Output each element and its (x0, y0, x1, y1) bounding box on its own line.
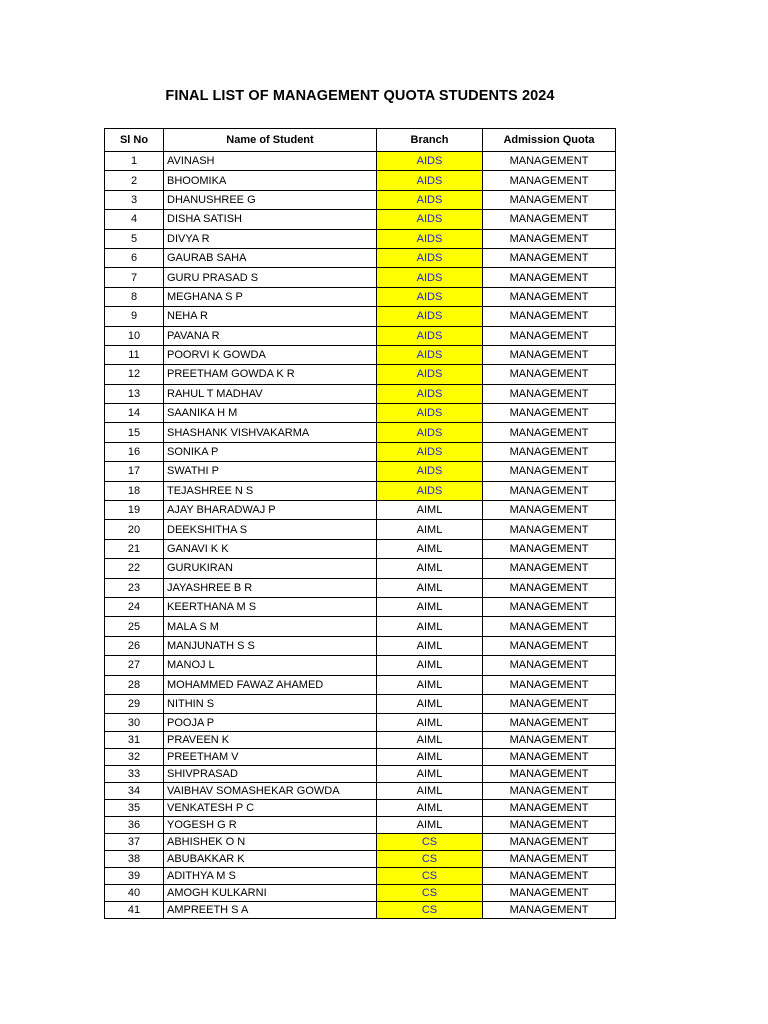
cell-sl-no: 14 (105, 404, 164, 423)
table-row (105, 766, 616, 783)
cell-sl-no: 8 (105, 287, 164, 306)
header-sl-no: Sl No (105, 129, 164, 152)
cell-sl-no: 11 (105, 345, 164, 364)
cell-admission-quota: MANAGEMENT (483, 190, 616, 209)
table-row (105, 501, 616, 520)
cell-branch: AIDS (377, 384, 483, 403)
table-row (105, 481, 616, 500)
cell-student-name: PAVANA R (164, 326, 377, 345)
cell-admission-quota: MANAGEMENT (483, 675, 616, 694)
table-row (105, 902, 616, 919)
table-row (105, 800, 616, 817)
table-row (105, 462, 616, 481)
cell-student-name: AJAY BHARADWAJ P (164, 501, 377, 520)
cell-admission-quota: MANAGEMENT (483, 766, 616, 783)
cell-student-name: GANAVI K K (164, 539, 377, 558)
table-row (105, 578, 616, 597)
cell-branch: AIML (377, 694, 483, 713)
cell-sl-no: 17 (105, 462, 164, 481)
table-row (105, 210, 616, 229)
cell-admission-quota: MANAGEMENT (483, 229, 616, 248)
header-name: Name of Student (164, 129, 377, 152)
cell-branch: AIDS (377, 404, 483, 423)
cell-branch: CS (377, 902, 483, 919)
cell-sl-no: 1 (105, 152, 164, 171)
cell-branch: AIML (377, 501, 483, 520)
cell-student-name: AMPREETH S A (164, 902, 377, 919)
table-row (105, 714, 616, 732)
cell-admission-quota: MANAGEMENT (483, 656, 616, 675)
cell-sl-no: 15 (105, 423, 164, 442)
cell-student-name: TEJASHREE N S (164, 481, 377, 500)
cell-admission-quota: MANAGEMENT (483, 268, 616, 287)
cell-branch: AIDS (377, 152, 483, 171)
cell-branch: AIML (377, 817, 483, 834)
cell-admission-quota: MANAGEMENT (483, 559, 616, 578)
table-row (105, 268, 616, 287)
cell-branch: AIML (377, 578, 483, 597)
cell-admission-quota: MANAGEMENT (483, 326, 616, 345)
cell-sl-no: 27 (105, 656, 164, 675)
table-row (105, 817, 616, 834)
cell-branch: AIML (377, 766, 483, 783)
cell-student-name: GURUKIRAN (164, 559, 377, 578)
cell-branch: AIDS (377, 345, 483, 364)
cell-branch: AIDS (377, 423, 483, 442)
cell-branch: AIML (377, 732, 483, 749)
cell-student-name: VAIBHAV SOMASHEKAR GOWDA (164, 783, 377, 800)
cell-sl-no: 33 (105, 766, 164, 783)
cell-branch: AIDS (377, 248, 483, 267)
cell-branch: AIDS (377, 210, 483, 229)
cell-branch: AIDS (377, 462, 483, 481)
cell-student-name: PREETHAM GOWDA K R (164, 365, 377, 384)
cell-student-name: SAANIKA H M (164, 404, 377, 423)
cell-branch: CS (377, 851, 483, 868)
table-row (105, 345, 616, 364)
cell-branch: AIDS (377, 190, 483, 209)
table-row (105, 152, 616, 171)
cell-student-name: SHIVPRASAD (164, 766, 377, 783)
cell-student-name: NEHA R (164, 307, 377, 326)
cell-student-name: YOGESH G R (164, 817, 377, 834)
cell-sl-no: 40 (105, 885, 164, 902)
cell-branch: AIML (377, 675, 483, 694)
table-body (105, 152, 616, 919)
cell-admission-quota: MANAGEMENT (483, 868, 616, 885)
cell-sl-no: 41 (105, 902, 164, 919)
header-admission-quota: Admission Quota (483, 129, 616, 152)
cell-branch: AIML (377, 714, 483, 732)
cell-branch: AIDS (377, 268, 483, 287)
cell-sl-no: 26 (105, 636, 164, 655)
cell-branch: AIDS (377, 229, 483, 248)
cell-student-name: ADITHYA M S (164, 868, 377, 885)
cell-student-name: ABHISHEK O N (164, 834, 377, 851)
cell-admission-quota: MANAGEMENT (483, 501, 616, 520)
cell-admission-quota: MANAGEMENT (483, 210, 616, 229)
student-table (104, 128, 616, 919)
cell-branch: AIDS (377, 307, 483, 326)
cell-branch: AIML (377, 783, 483, 800)
page-title: FINAL LIST OF MANAGEMENT QUOTA STUDENTS 2024 (165, 88, 555, 104)
cell-branch: CS (377, 868, 483, 885)
cell-admission-quota: MANAGEMENT (483, 307, 616, 326)
table-row (105, 636, 616, 655)
cell-sl-no: 10 (105, 326, 164, 345)
table-row (105, 851, 616, 868)
table-row (105, 617, 616, 636)
cell-student-name: AVINASH (164, 152, 377, 171)
cell-sl-no: 4 (105, 210, 164, 229)
cell-sl-no: 5 (105, 229, 164, 248)
cell-branch: AIDS (377, 171, 483, 190)
table-row (105, 656, 616, 675)
cell-sl-no: 9 (105, 307, 164, 326)
cell-admission-quota: MANAGEMENT (483, 481, 616, 500)
table-row (105, 248, 616, 267)
table-row (105, 365, 616, 384)
cell-student-name: POOJA P (164, 714, 377, 732)
cell-branch: AIML (377, 749, 483, 766)
cell-sl-no: 30 (105, 714, 164, 732)
cell-admission-quota: MANAGEMENT (483, 404, 616, 423)
table-row (105, 783, 616, 800)
cell-student-name: POORVI K GOWDA (164, 345, 377, 364)
cell-admission-quota: MANAGEMENT (483, 578, 616, 597)
cell-sl-no: 34 (105, 783, 164, 800)
cell-admission-quota: MANAGEMENT (483, 442, 616, 461)
cell-admission-quota: MANAGEMENT (483, 783, 616, 800)
cell-admission-quota: MANAGEMENT (483, 714, 616, 732)
cell-branch: CS (377, 834, 483, 851)
cell-sl-no: 16 (105, 442, 164, 461)
cell-student-name: BHOOMIKA (164, 171, 377, 190)
cell-sl-no: 25 (105, 617, 164, 636)
cell-admission-quota: MANAGEMENT (483, 749, 616, 766)
cell-admission-quota: MANAGEMENT (483, 617, 616, 636)
cell-student-name: PREETHAM V (164, 749, 377, 766)
cell-student-name: ABUBAKKAR K (164, 851, 377, 868)
cell-sl-no: 12 (105, 365, 164, 384)
cell-sl-no: 39 (105, 868, 164, 885)
cell-admission-quota: MANAGEMENT (483, 597, 616, 616)
table-row (105, 597, 616, 616)
cell-sl-no: 24 (105, 597, 164, 616)
cell-student-name: DEEKSHITHA S (164, 520, 377, 539)
cell-branch: AIML (377, 800, 483, 817)
cell-branch: AIML (377, 539, 483, 558)
cell-admission-quota: MANAGEMENT (483, 834, 616, 851)
cell-sl-no: 19 (105, 501, 164, 520)
table-row (105, 694, 616, 713)
cell-admission-quota: MANAGEMENT (483, 423, 616, 442)
table-row (105, 307, 616, 326)
cell-sl-no: 21 (105, 539, 164, 558)
cell-student-name: AMOGH KULKARNI (164, 885, 377, 902)
cell-sl-no: 28 (105, 675, 164, 694)
cell-sl-no: 3 (105, 190, 164, 209)
cell-sl-no: 7 (105, 268, 164, 287)
cell-admission-quota: MANAGEMENT (483, 520, 616, 539)
cell-admission-quota: MANAGEMENT (483, 171, 616, 190)
cell-sl-no: 20 (105, 520, 164, 539)
cell-student-name: MOHAMMED FAWAZ AHAMED (164, 675, 377, 694)
cell-student-name: MANJUNATH S S (164, 636, 377, 655)
table-row (105, 732, 616, 749)
table-row (105, 749, 616, 766)
cell-branch: AIML (377, 617, 483, 636)
cell-admission-quota: MANAGEMENT (483, 248, 616, 267)
table-row (105, 229, 616, 248)
table-row (105, 559, 616, 578)
cell-branch: AIDS (377, 365, 483, 384)
cell-branch: AIDS (377, 481, 483, 500)
cell-admission-quota: MANAGEMENT (483, 694, 616, 713)
cell-admission-quota: MANAGEMENT (483, 384, 616, 403)
cell-student-name: GURU PRASAD S (164, 268, 377, 287)
cell-sl-no: 6 (105, 248, 164, 267)
cell-student-name: DIVYA R (164, 229, 377, 248)
cell-student-name: MEGHANA S P (164, 287, 377, 306)
cell-sl-no: 35 (105, 800, 164, 817)
cell-branch: AIML (377, 636, 483, 655)
cell-sl-no: 2 (105, 171, 164, 190)
cell-branch: AIML (377, 520, 483, 539)
cell-admission-quota: MANAGEMENT (483, 817, 616, 834)
cell-sl-no: 18 (105, 481, 164, 500)
cell-admission-quota: MANAGEMENT (483, 345, 616, 364)
cell-admission-quota: MANAGEMENT (483, 885, 616, 902)
cell-branch: CS (377, 885, 483, 902)
cell-branch: AIDS (377, 326, 483, 345)
cell-branch: AIML (377, 597, 483, 616)
cell-branch: AIDS (377, 442, 483, 461)
cell-admission-quota: MANAGEMENT (483, 851, 616, 868)
cell-student-name: MALA S M (164, 617, 377, 636)
table-row (105, 404, 616, 423)
cell-branch: AIDS (377, 287, 483, 306)
table-header-row (105, 129, 616, 152)
cell-student-name: MANOJ L (164, 656, 377, 675)
cell-student-name: SWATHI P (164, 462, 377, 481)
cell-student-name: SONIKA P (164, 442, 377, 461)
cell-student-name: SHASHANK VISHVAKARMA (164, 423, 377, 442)
table-row (105, 287, 616, 306)
cell-student-name: DISHA SATISH (164, 210, 377, 229)
table-row (105, 868, 616, 885)
cell-sl-no: 31 (105, 732, 164, 749)
cell-student-name: GAURAB SAHA (164, 248, 377, 267)
cell-admission-quota: MANAGEMENT (483, 800, 616, 817)
table-row (105, 423, 616, 442)
cell-admission-quota: MANAGEMENT (483, 636, 616, 655)
cell-admission-quota: MANAGEMENT (483, 365, 616, 384)
cell-sl-no: 36 (105, 817, 164, 834)
table-row (105, 885, 616, 902)
cell-admission-quota: MANAGEMENT (483, 902, 616, 919)
cell-student-name: NITHIN S (164, 694, 377, 713)
cell-student-name: JAYASHREE B R (164, 578, 377, 597)
cell-student-name: RAHUL T MADHAV (164, 384, 377, 403)
cell-admission-quota: MANAGEMENT (483, 152, 616, 171)
cell-branch: AIML (377, 656, 483, 675)
cell-sl-no: 22 (105, 559, 164, 578)
table-row (105, 190, 616, 209)
cell-branch: AIML (377, 559, 483, 578)
cell-sl-no: 23 (105, 578, 164, 597)
table-row (105, 442, 616, 461)
cell-student-name: VENKATESH P C (164, 800, 377, 817)
header-branch: Branch (377, 129, 483, 152)
cell-sl-no: 29 (105, 694, 164, 713)
cell-admission-quota: MANAGEMENT (483, 732, 616, 749)
table-row (105, 384, 616, 403)
cell-sl-no: 37 (105, 834, 164, 851)
table-row (105, 539, 616, 558)
cell-student-name: PRAVEEN K (164, 732, 377, 749)
cell-admission-quota: MANAGEMENT (483, 287, 616, 306)
cell-admission-quota: MANAGEMENT (483, 539, 616, 558)
cell-sl-no: 32 (105, 749, 164, 766)
cell-sl-no: 13 (105, 384, 164, 403)
table-row (105, 171, 616, 190)
table-row (105, 326, 616, 345)
cell-admission-quota: MANAGEMENT (483, 462, 616, 481)
table-row (105, 675, 616, 694)
table-row (105, 834, 616, 851)
cell-student-name: DHANUSHREE G (164, 190, 377, 209)
table-row (105, 520, 616, 539)
cell-sl-no: 38 (105, 851, 164, 868)
cell-student-name: KEERTHANA M S (164, 597, 377, 616)
